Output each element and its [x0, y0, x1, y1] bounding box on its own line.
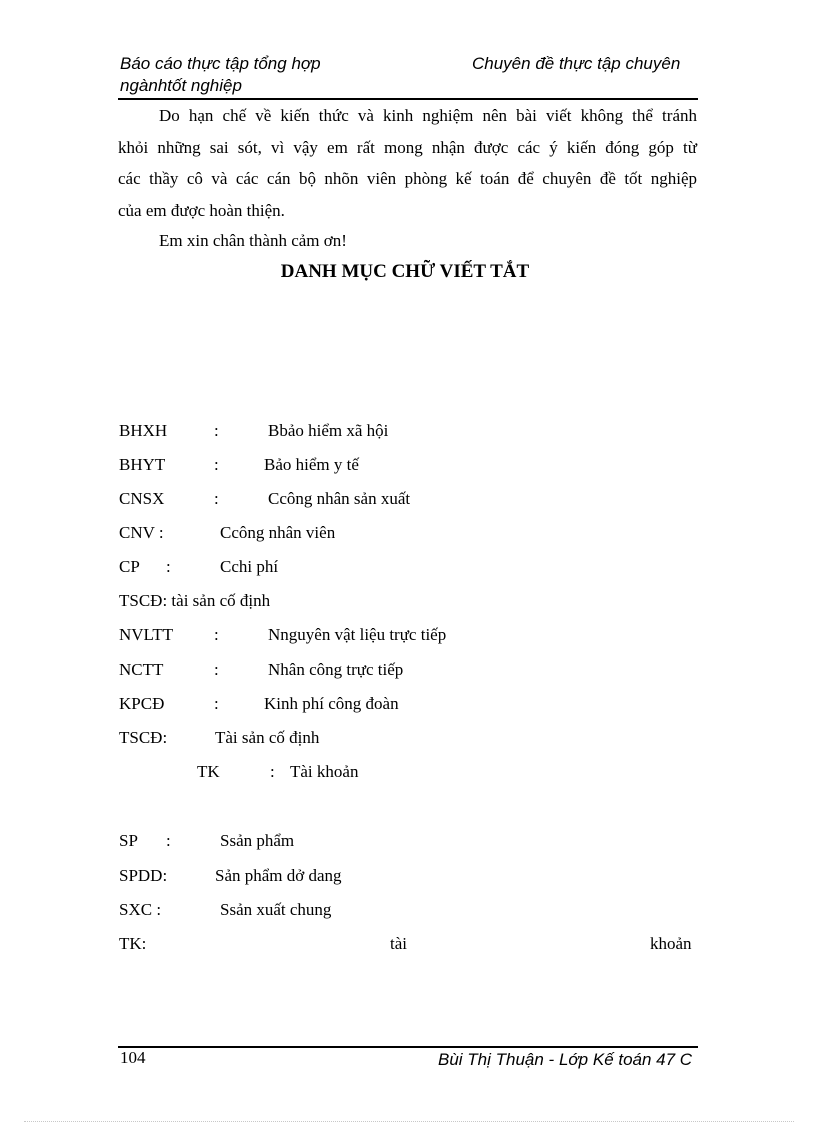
- abbr-meaning: Tài sản cố định: [215, 728, 320, 747]
- abbr-meaning: Ccông nhân viên: [220, 523, 336, 542]
- abbr-term: SP: [119, 831, 138, 850]
- abbr-term: SXC :: [119, 900, 162, 919]
- abbr-meaning: Nhân công trực tiếp: [268, 660, 404, 679]
- abbr-separator: :: [214, 694, 219, 713]
- footer-rule: [118, 1046, 698, 1048]
- intro-line: Do hạn chế về kiến thức và kinh nghiệm nên bài viết không thể tránh: [159, 106, 697, 125]
- header-topic-title: Chuyên đề thực tập chuyên: [472, 54, 681, 73]
- footer-author: Bùi Thị Thuận - Lớp Kế toán 47 C: [438, 1050, 693, 1069]
- abbr-term: NVLTT: [119, 625, 174, 644]
- intro-line: các thầy cô và các cán bộ nhõn viên phòng kế toán để chuyên đề tốt nghiệp: [118, 169, 697, 188]
- abbr-separator: :: [214, 625, 219, 644]
- abbr-meaning: Bảo hiểm y tế: [264, 455, 359, 474]
- abbr-separator: :: [214, 489, 219, 508]
- header-report-title-line2: ngànhtốt nghiệp: [120, 76, 242, 95]
- abbr-term: CNSX: [119, 489, 165, 508]
- abbr-term: BHYT: [119, 455, 166, 474]
- intro-line: khỏi những sai sót, vì vậy em rất mong nhận được các ý kiến đóng góp từ: [118, 137, 697, 157]
- abbr-term: TSCĐ:: [119, 728, 168, 747]
- abbr-meaning: Sản phẩm dở dang: [215, 866, 342, 885]
- abbr-separator: :: [214, 660, 219, 679]
- abbr-meaning: Cchi phí: [220, 557, 279, 576]
- abbr-separator: :: [214, 421, 219, 440]
- page-number: 104: [120, 1048, 146, 1067]
- abbr-separator: :: [166, 557, 171, 576]
- thanks-line: Em xin chân thành cảm ơn!: [159, 231, 347, 250]
- page-title-text: DANH MỤC CHỮ VIẾT TẮT: [280, 261, 530, 282]
- header-report-title: Báo cáo thực tập tổng hợp: [120, 54, 321, 73]
- abbr-term: KPCĐ: [119, 694, 165, 713]
- abbr-meaning: Nnguyên vật liệu trực tiếp: [268, 625, 447, 644]
- abbr-meaning: Ssản phẩm: [220, 831, 295, 850]
- abbr-term: TSCĐ: tài sản cố định: [119, 591, 271, 610]
- abbr-term: CP: [119, 557, 140, 576]
- abbr-term: CNV :: [119, 523, 164, 542]
- abbr-term: TK:: [119, 934, 147, 953]
- abbr-separator: :: [214, 455, 219, 474]
- abbr-meaning: Bbảo hiểm xã hội: [268, 421, 389, 440]
- abbr-meaning: Ssản xuất chung: [220, 900, 332, 919]
- abbr-meaning-part2: khoản: [650, 934, 692, 953]
- abbr-term: TK: [197, 762, 220, 781]
- abbr-term: NCTT: [119, 660, 164, 679]
- abbr-term: BHXH: [119, 421, 168, 440]
- intro-paragraph: [118, 100, 697, 226]
- abbr-separator: :: [270, 762, 275, 781]
- intro-line: của em được hoàn thiện.: [118, 200, 285, 220]
- abbr-meaning: Ccông nhân sản xuất: [268, 489, 411, 508]
- page-title: [0, 261, 816, 283]
- abbr-meaning-part1: tài: [390, 934, 407, 953]
- abbr-meaning: Kinh phí công đoàn: [264, 694, 399, 713]
- abbr-meaning: Tài khoản: [290, 762, 359, 781]
- abbr-separator: :: [166, 831, 171, 850]
- page-bottom-divider: [24, 1121, 794, 1122]
- abbr-term: SPDD:: [119, 866, 168, 885]
